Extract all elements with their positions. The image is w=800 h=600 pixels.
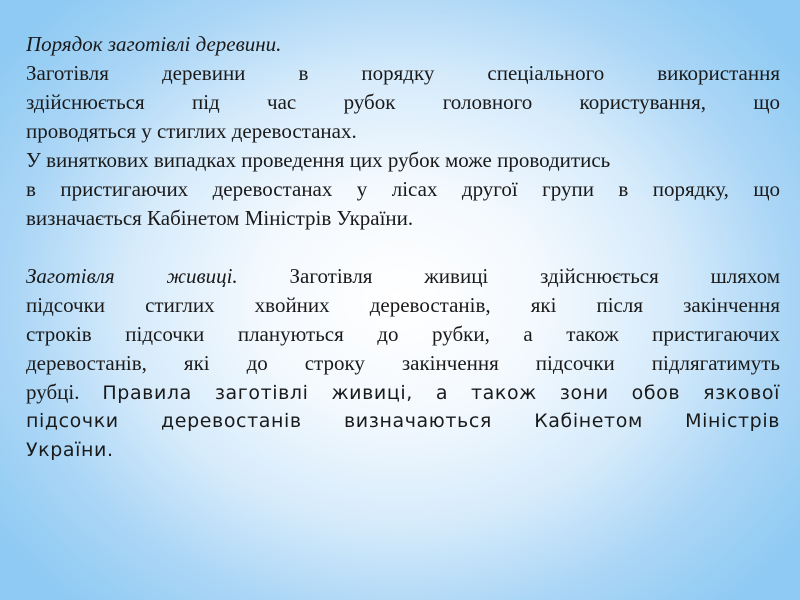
timber-line-6: визначається Кабінетом Міністрів України. [26,206,414,230]
resin-line-5 [26,378,780,407]
timber-heading: Порядок заготівлі деревини. [26,32,282,56]
resin-line-3: строків підсочки плануються до рубки, а також пристигаючих [26,322,780,346]
resin-line-7: України. [26,439,114,461]
timber-line-2: здійснюється під час рубок головного користування, що [26,90,780,114]
resin-line-5-rest: Правила заготівлі живиці, а також зони обов язкової [102,382,780,404]
timber-line-4: У виняткових випадках проведення цих рубок може проводитись [26,148,611,172]
timber-line-1: Заготівля деревини в порядку спеціального використання [26,61,780,85]
slide-text [26,30,780,465]
resin-line-1-rest: Заготівля живиці здійснюється шляхом [289,264,780,288]
timber-line-5: в пристигаючих деревостанах у лісах другої групи в порядку, що [26,177,780,201]
resin-heading: Заготівля живиці. [26,264,238,288]
resin-line-1 [26,262,780,291]
resin-line-5-start: рубці. [26,380,80,404]
paragraph-gap [26,233,780,262]
resin-line-2: підсочки стиглих хвойних деревостанів, які після закінчення [26,293,780,317]
resin-line-6: підсочки деревостанів визначаються Кабінетом Міністрів [26,410,780,432]
timber-line-3: проводяться у стиглих деревостанах. [26,119,357,143]
resin-line-4: деревостанів, які до строку закінчення підсочки підлягатимуть [26,351,780,375]
